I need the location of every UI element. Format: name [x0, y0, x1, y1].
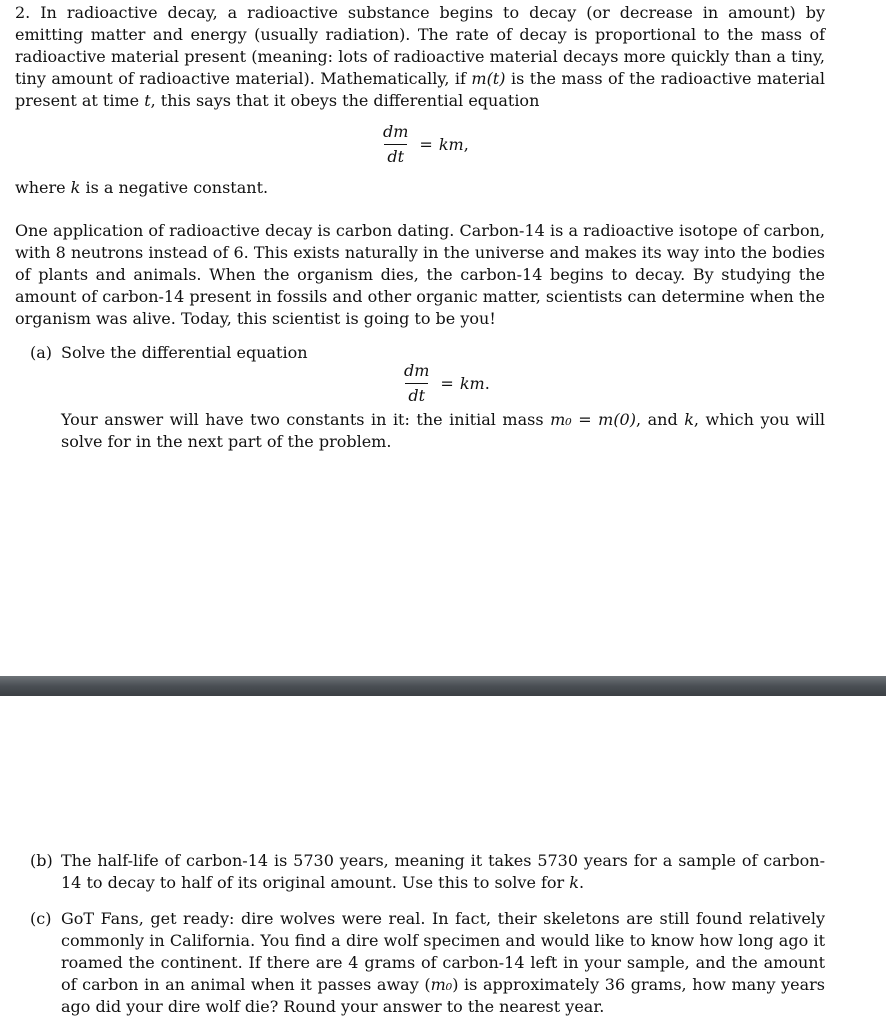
part-b-label: (b): [30, 851, 53, 870]
k-variable: k: [569, 873, 579, 892]
answer-pre: Your answer will have two constants in it: the initial mass: [61, 410, 551, 429]
m-of-0: m(0): [598, 410, 636, 429]
equation-punct: ,: [463, 135, 469, 154]
page-separator: [0, 676, 886, 696]
where-k-text: [15, 177, 825, 199]
m-of-t: m(t): [471, 69, 506, 88]
part-a-label: (a): [30, 343, 53, 362]
intro-text-1: 2. In radioactive decay, a radioactive substance begins to decay (or decrease in amount) by emitting matter and energy (usually radiation). The rate of decay is proportional to the mass of radioactive material present (meaning: lots of radioactive material decays more quickly than a tiny, tiny amount of radioactive material). Mathematically, if: [15, 3, 825, 88]
part-c-text: [61, 908, 825, 1018]
equation-rhs: km: [459, 374, 485, 393]
t-variable: t: [144, 91, 151, 110]
where-post: is a negative constant.: [80, 178, 269, 197]
m0-variable: m₀: [550, 410, 572, 429]
part-b-body: The half-life of carbon-14 is 5730 years, meaning it takes 5730 years for a sample of carbon-14 to decay to half of its original amount. Use this to solve for: [61, 851, 825, 892]
where-pre: where: [15, 178, 71, 197]
part-a-answer-text: [61, 409, 825, 453]
equals-sign: =: [419, 135, 433, 154]
equals-sign: =: [440, 374, 454, 393]
answer-mid: , and: [635, 410, 685, 429]
answer-post: , which you will solve for in the next part of the problem.: [61, 410, 826, 451]
equation-punct: .: [484, 374, 490, 393]
fraction-denominator: dt: [405, 383, 428, 406]
fraction-numerator: dm: [404, 361, 430, 380]
equation-2: [401, 361, 490, 406]
part-c-body-1: GoT Fans, get ready: dire wolves were real. In fact, their skeletons are still found relatively commonly in California. You find a dire wolf specimen and would like to know how long ago it roamed the continent. If there are 4 grams of carbon-14 left in your sample, and the amount of carbon in an animal when it passes away (: [61, 909, 825, 994]
k-variable: k: [684, 410, 694, 429]
fraction-numerator: dm: [383, 122, 409, 141]
part-b-end: .: [578, 873, 585, 892]
fraction-dm-dt: [380, 122, 411, 167]
problem-intro: [15, 2, 825, 112]
equation-rhs: km: [438, 135, 464, 154]
intro-text-2: is the mass of the radioactive material present at time: [15, 69, 825, 110]
fraction-dm-dt-2: [401, 361, 432, 406]
equals-sign: =: [571, 410, 599, 429]
intro-text-3: , this says that it obeys the differential equation: [150, 91, 540, 110]
carbon-dating-paragraph: One application of radioactive decay is carbon dating. Carbon-14 is a radioactive isotope of carbon, with 8 neutrons instead of 6. This exists naturally in the universe and makes its way into the bodies of plants and animals. When the organism dies, the carbon-14 begins to decay. By studying the amount of carbon-14 present in fossils and other organic matter, scientists can determine when the organism was alive. Today, this scientist is going to be you!: [15, 221, 825, 328]
k-variable: k: [70, 178, 81, 197]
equation-1: [380, 122, 469, 167]
part-c-body-2: ) is approximately 36 grams, how many years ago did your dire wolf die? Round your answer to the nearest year.: [61, 975, 826, 1016]
part-b-text: [61, 850, 825, 894]
fraction-denominator: dt: [384, 144, 407, 167]
part-a-text: Solve the differential equation: [61, 343, 308, 362]
m0-variable: m₀: [430, 975, 453, 994]
part-c-label: (c): [30, 909, 52, 928]
